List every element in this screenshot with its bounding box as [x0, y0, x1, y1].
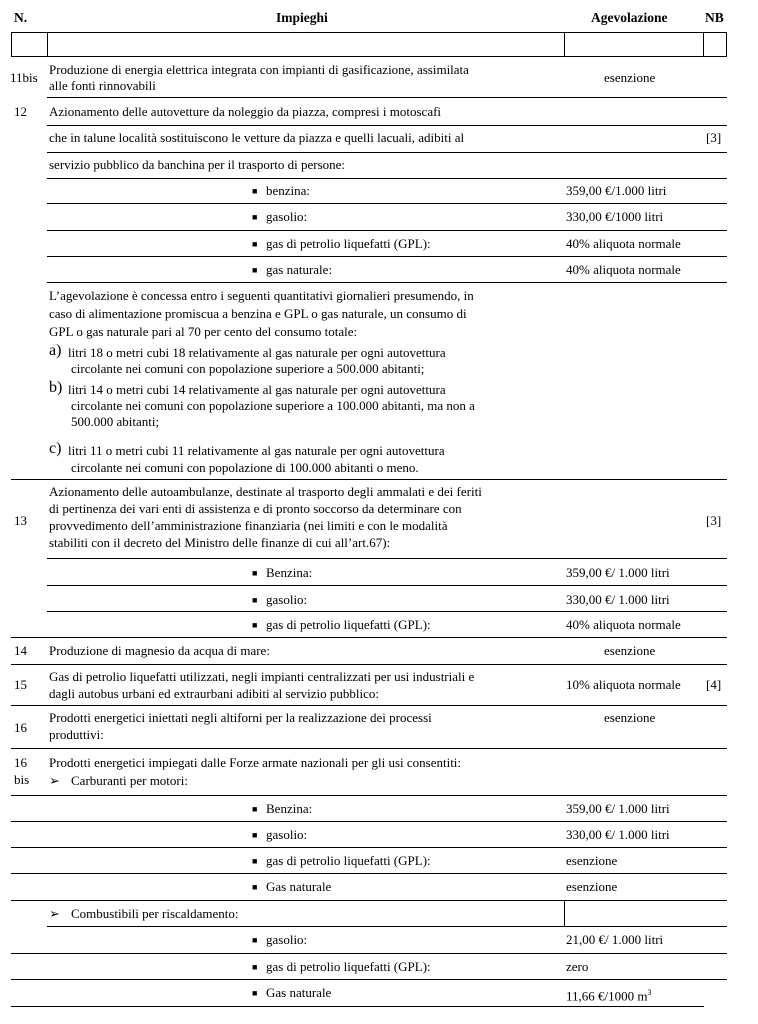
- header-agevolazione: Agevolazione: [591, 10, 668, 25]
- row-11bis-number: 11bis: [10, 70, 38, 85]
- cell-border: [564, 900, 565, 926]
- square-bullet-icon: ■: [252, 804, 258, 814]
- square-bullet-icon: ■: [252, 830, 258, 840]
- square-bullet-icon: ■: [252, 186, 258, 196]
- row-divider: [11, 821, 727, 822]
- row-15-nb: [4]: [706, 677, 722, 692]
- row-divider: [47, 926, 727, 927]
- row-12-text-1: Azionamento delle autovetture da noleggio da piazza, compresi i motoscafi: [49, 104, 442, 119]
- empty-cell-agevolazione: [564, 32, 704, 57]
- row-12-item-label: gasolio:: [266, 209, 308, 224]
- row-13-text-1: Azionamento delle autoambulanze, destinate al trasporto degli ammalati e dei feriti: [49, 484, 482, 499]
- row-13-item-value: 330,00 €/ 1.000 litri: [566, 592, 670, 607]
- row-divider: [47, 230, 727, 231]
- row-13-item-value: 359,00 €/ 1.000 litri: [566, 565, 670, 580]
- square-bullet-icon: ■: [252, 265, 258, 275]
- row-16-text-1: Prodotti energetici iniettati negli altiforni per la realizzazione dei processi: [49, 710, 432, 725]
- row-divider: [11, 479, 727, 480]
- row-13-nb: [3]: [706, 513, 722, 528]
- list-letter-a: a): [49, 342, 62, 359]
- row-divider: [11, 664, 727, 665]
- row-divider: [47, 203, 727, 204]
- row-16bis-number: 16: [14, 755, 27, 770]
- combustibili-heading: Combustibili per riscaldamento:: [71, 906, 239, 921]
- row-12-item-label: benzina:: [266, 183, 311, 198]
- square-bullet-icon: ■: [252, 239, 258, 249]
- row-12-text-2: che in talune località sostituiscono le vetture da piazza e quelli lacuali, adibiti al: [49, 130, 465, 145]
- row-16bis-text: Prodotti energetici impiegati dalle Forze armate nazionali per gli usi consentiti:: [49, 755, 462, 770]
- row-divider: [564, 1006, 704, 1007]
- carburanti-item-value: 330,00 €/ 1.000 litri: [566, 827, 670, 842]
- row-16-agevolazione: esenzione: [604, 710, 656, 725]
- row-12-para-1: L’agevolazione è concessa entro i seguenti quantitativi giornalieri presumendo, in: [49, 288, 474, 303]
- combustibili-item-label: gasolio:: [266, 932, 308, 947]
- square-bullet-icon: ■: [252, 568, 258, 578]
- row-15-text-1: Gas di petrolio liquefatti utilizzati, negli impianti centralizzati per usi industriali e: [49, 669, 475, 684]
- square-bullet-icon: ■: [252, 935, 258, 945]
- row-13-text-3: provvedimento dell’amministrazione finanziaria (nei limiti e con le modalità: [49, 518, 448, 533]
- combustibili-item-value: [566, 985, 652, 1004]
- square-bullet-icon: ■: [252, 595, 258, 605]
- square-bullet-icon: ■: [252, 620, 258, 630]
- row-divider: [47, 256, 727, 257]
- row-13-item-value: 40% aliquota normale: [566, 617, 681, 632]
- square-bullet-icon: ■: [252, 962, 258, 972]
- row-12-number: 12: [14, 104, 27, 119]
- square-bullet-icon: ■: [252, 212, 258, 222]
- list-b-text-3: 500.000 abitanti;: [71, 414, 160, 429]
- row-16-text-2: produttivi:: [49, 727, 104, 742]
- row-divider: [11, 1006, 564, 1007]
- row-12-item-value: 330,00 €/1000 litri: [566, 209, 664, 224]
- row-16-number: 16: [14, 720, 27, 735]
- row-divider: [47, 152, 727, 153]
- row-11bis-agevolazione: esenzione: [604, 70, 656, 85]
- row-divider: [47, 558, 727, 559]
- combustibili-item-label: gas di petrolio liquefatti (GPL):: [266, 959, 431, 974]
- carburanti-item-value: esenzione: [566, 879, 618, 894]
- superscript-exponent: 3: [647, 988, 652, 997]
- row-divider: [11, 705, 727, 706]
- header-impieghi: Impieghi: [276, 10, 328, 25]
- list-letter-b: b): [49, 379, 63, 396]
- row-14-text: Produzione di magnesio da acqua di mare:: [49, 643, 270, 658]
- row-divider: [11, 795, 727, 796]
- list-b-text-2: circolante nei comuni con popolazione superiore a 100.000 abitanti, ma non a: [71, 398, 475, 413]
- row-12-item-value: 40% aliquota normale: [566, 236, 681, 251]
- row-14-number: 14: [14, 643, 27, 658]
- row-divider: [47, 282, 727, 283]
- row-divider: [47, 125, 727, 126]
- empty-cell-nb: [703, 32, 727, 57]
- carburanti-item-label: Gas naturale: [266, 879, 332, 894]
- row-13-item-label: Benzina:: [266, 565, 313, 580]
- row-14-agevolazione: esenzione: [604, 643, 656, 658]
- carburanti-item-label: gas di petrolio liquefatti (GPL):: [266, 853, 431, 868]
- carburanti-heading: Carburanti per motori:: [71, 773, 188, 788]
- row-divider: [11, 953, 727, 954]
- row-12-nb: [3]: [706, 130, 722, 145]
- square-bullet-icon: ■: [252, 882, 258, 892]
- header-n: N.: [14, 10, 28, 25]
- carburanti-item-value: esenzione: [566, 853, 618, 868]
- carburanti-item-value: 359,00 €/ 1.000 litri: [566, 801, 670, 816]
- row-divider: [11, 847, 727, 848]
- arrowhead-bullet-icon: ➢: [49, 906, 60, 921]
- row-12-text-3: servizio pubblico da banchina per il trasporto di persone:: [49, 157, 346, 172]
- list-a-text-1: litri 18 o metri cubi 18 relativamente al gas naturale per ogni autovettura: [68, 345, 446, 360]
- list-letter-c: c): [49, 440, 62, 457]
- row-divider: [11, 748, 727, 749]
- row-13-item-label: gasolio:: [266, 592, 308, 607]
- arrowhead-bullet-icon: ➢: [49, 773, 60, 788]
- row-divider: [11, 900, 727, 901]
- row-13-text-4: stabiliti con il decreto del Ministro delle finanze di cui all’art.67):: [49, 535, 391, 550]
- row-11bis-text-1: Produzione di energia elettrica integrata con impianti di gasificazione, assimilata: [49, 62, 469, 77]
- square-bullet-icon: ■: [252, 856, 258, 866]
- row-13-text-2: di pertinenza dei vari enti di assistenza e di pronto soccorso da determinare con: [49, 501, 462, 516]
- row-divider: [47, 585, 727, 586]
- empty-cell-n: [11, 32, 48, 57]
- list-c-text-2: circolante nei comuni con popolazione di 100.000 abitanti o meno.: [71, 460, 419, 475]
- list-b-text-1: litri 14 o metri cubi 14 relativamente al gas naturale per ogni autovettura: [68, 382, 446, 397]
- row-divider: [47, 178, 727, 179]
- row-12-item-label: gas di petrolio liquefatti (GPL):: [266, 236, 431, 251]
- row-divider: [11, 637, 727, 638]
- row-16bis-number-suffix: bis: [14, 772, 30, 787]
- header-nb: NB: [705, 10, 724, 25]
- row-divider: [47, 611, 727, 612]
- row-12-item-value: 40% aliquota normale: [566, 262, 681, 277]
- value-text: 11,66 €/1000 m: [566, 988, 648, 1004]
- row-15-number: 15: [14, 677, 27, 692]
- combustibili-item-value: zero: [566, 959, 589, 974]
- row-13-item-label: gas di petrolio liquefatti (GPL):: [266, 617, 431, 632]
- carburanti-item-label: Benzina:: [266, 801, 313, 816]
- row-12-para-2: caso di alimentazione promiscua a benzina e GPL o gas naturale, un consumo di: [49, 306, 467, 321]
- row-divider: [11, 979, 727, 980]
- row-13-number: 13: [14, 513, 27, 528]
- row-divider: [47, 97, 727, 98]
- square-bullet-icon: ■: [252, 988, 258, 998]
- row-11bis-text-2: alle fonti rinnovabili: [49, 78, 156, 93]
- combustibili-item-value: 21,00 €/ 1.000 litri: [566, 932, 664, 947]
- row-12-para-3: GPL o gas naturale pari al 70 per cento del consumo totale:: [49, 324, 358, 339]
- empty-cell-impieghi: [47, 32, 565, 57]
- list-a-text-2: circolante nei comuni con popolazione superiore a 500.000 abitanti;: [71, 361, 425, 376]
- carburanti-item-label: gasolio:: [266, 827, 308, 842]
- row-15-agevolazione: 10% aliquota normale: [566, 677, 681, 692]
- row-15-text-2: dagli autobus urbani ed extraurbani adibiti al servizio pubblico:: [49, 686, 379, 701]
- list-c-text-1: litri 11 o metri cubi 11 relativamente al gas naturale per ogni autovettura: [68, 443, 445, 458]
- row-12-item-label: gas naturale:: [266, 262, 333, 277]
- combustibili-item-label: Gas naturale: [266, 985, 332, 1000]
- row-12-item-value: 359,00 €/1.000 litri: [566, 183, 667, 198]
- row-divider: [11, 873, 727, 874]
